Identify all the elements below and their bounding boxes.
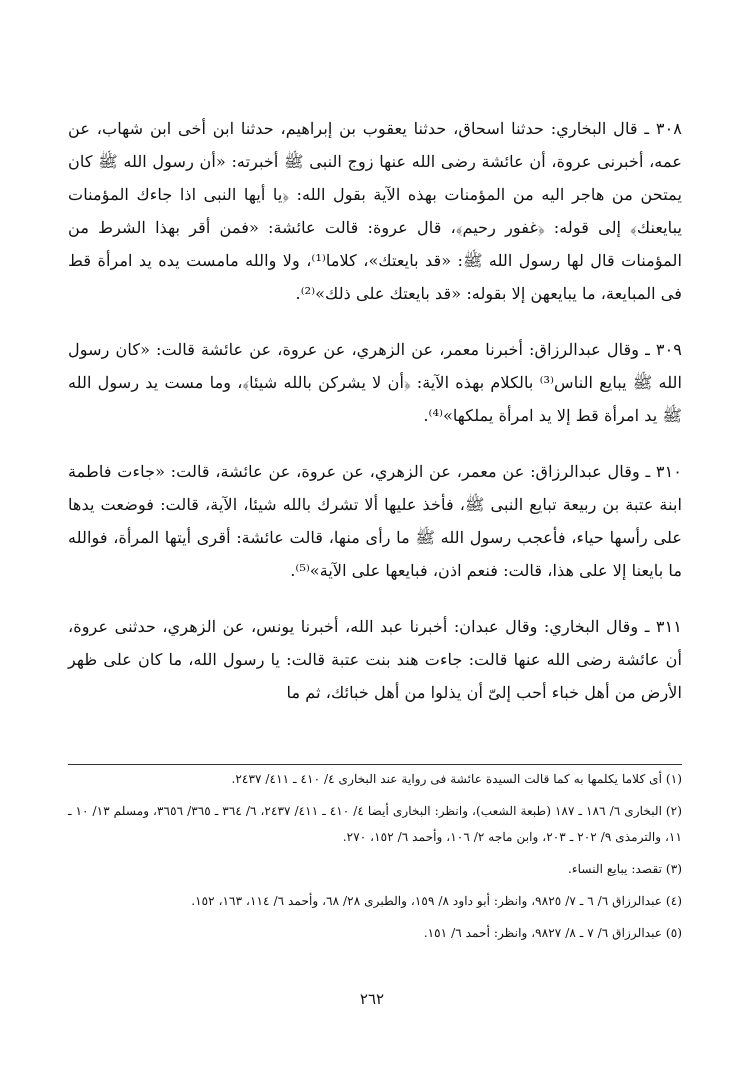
hadith-309-text: ٣٠٩ ـ وقال عبدالرزاق: أخبرنا معمر، عن الزهري، عن عروة، عن عائشة قالت: «كان رسول الله ﷺ يبايع الناس⁽³⁾ بالكلام بهذه الآية: ﴿أن لا يشركن بالله شيئا﴾، وما مست يد رسول الله ﷺ يد امرأة قط إلا يد امرأة يملكها»⁽⁴⁾. — [68, 340, 682, 425]
hadith-308-text: ٣٠٨ ـ قال البخاري: حدثنا اسحاق، حدثنا يعقوب بن إبراهيم، حدثنا ابن أخى ابن شهاب، عن عمه، أخبرنى عروة، أن عائشة رضى الله عنها زوج النبى ﷺ أخبرته: «أن رسول الله ﷺ كان يمتحن من هاجر اليه من المؤمنات بهذه الآية بقول الله: ﴿يا أيها النبى اذا جاءك المؤمنات يبايعنك﴾ إلى قوله: ﴿غفور رحيم﴾، قال عروة: قالت عائشة: «فمن أقر بهذا الشرط من المؤمنات قال لها رسول الله ﷺ: «قد بايعتك»، كلاما⁽¹⁾، ولا والله مامست يده يد امرأة قط فى المبايعة، ما يبايعهن إلا بقوله: «قد بايعتك على ذلك»⁽²⁾. — [68, 119, 682, 303]
main-text — [68, 112, 682, 709]
hadith-309 — [68, 333, 682, 432]
footnote-3: (٣) تقصد: يبايع النساء. — [568, 862, 682, 876]
hadith-311-text: ٣١١ ـ وقال البخاري: وقال عبدان: أخبرنا عبد الله، أخبرنا يونس، عن الزهري، حدثنى عروة، أن عائشة رضى الله عنها قالت: جاءت هند بنت عتبة قالت: يا رسول الله، ما كان على ظهر الأرض من أهل خباء أحب إلىّ أن يذلوا من أهل خبائك، ثم ما — [68, 617, 682, 702]
footnote-divider — [68, 764, 682, 765]
footnote-2: (٢) البخارى ٦/ ١٨٦ ـ ١٨٧ (طبعة الشعب)، وانظر: البخارى أيضا ٤/ ٤١٠ ـ ٤١١/ ٢٤٣٧، ٦/ ٣٦٤ ـ ٣٦٥/ ٣٦٥٦، ومسلم ١٣/ ١٠ ـ ١١، والترمذى ٩/ ٢٠٢ ـ ٢٠٣، وابن ماجه ٢/ ١٠٦، وأحمد ٦/ ١٥٢، ٢٧٠. — [68, 804, 682, 844]
footnote-5: (٥) عبدالرزاق ٦/ ٧ ـ ٨/ ٩٨٢٧، وانظر: أحمد ٦/ ١٥١. — [423, 926, 682, 940]
footnote-4: (٤) عبدالرزاق ٦/ ٦ ـ ٧/ ٩٨٢٥، وانظر: أبو داود ٨/ ١٥٩، والطبرى ٢٨/ ٦٨، وأحمد ٦/ ١١٤، ١٦٣، ١٥٢. — [191, 894, 682, 908]
footnotes — [68, 766, 682, 946]
hadith-310-text: ٣١٠ ـ وقال عبدالرزاق: عن معمر، عن الزهري، عن عروة، عن عائشة، قالت: «جاءت فاطمة ابنة عتبة بن ربيعة تبايع النبى ﷺ، فأخذ عليها ألا تشرك بالله شيئا، الآية، قالت: فوضعت يدها على رأسها حياء، فأعجب رسول الله ﷺ ما رأى منها، قالت عائشة: أقرى أيتها المرأة، فوالله ما بايعنا إلا على هذا، قالت: فنعم اذن، فبايعها على الآية»⁽⁵⁾. — [68, 462, 682, 580]
page-number: ٢٦٢ — [359, 990, 385, 1008]
hadith-310 — [68, 455, 682, 587]
hadith-308 — [68, 112, 682, 310]
hadith-311 — [68, 610, 682, 709]
footnote-1: (١) أى كلاما يكلمها به كما قالت السيدة عائشة فى رواية عند البخارى ٤/ ٤١٠ ـ ٤١١/ ٢٤٣٧. — [231, 772, 682, 786]
